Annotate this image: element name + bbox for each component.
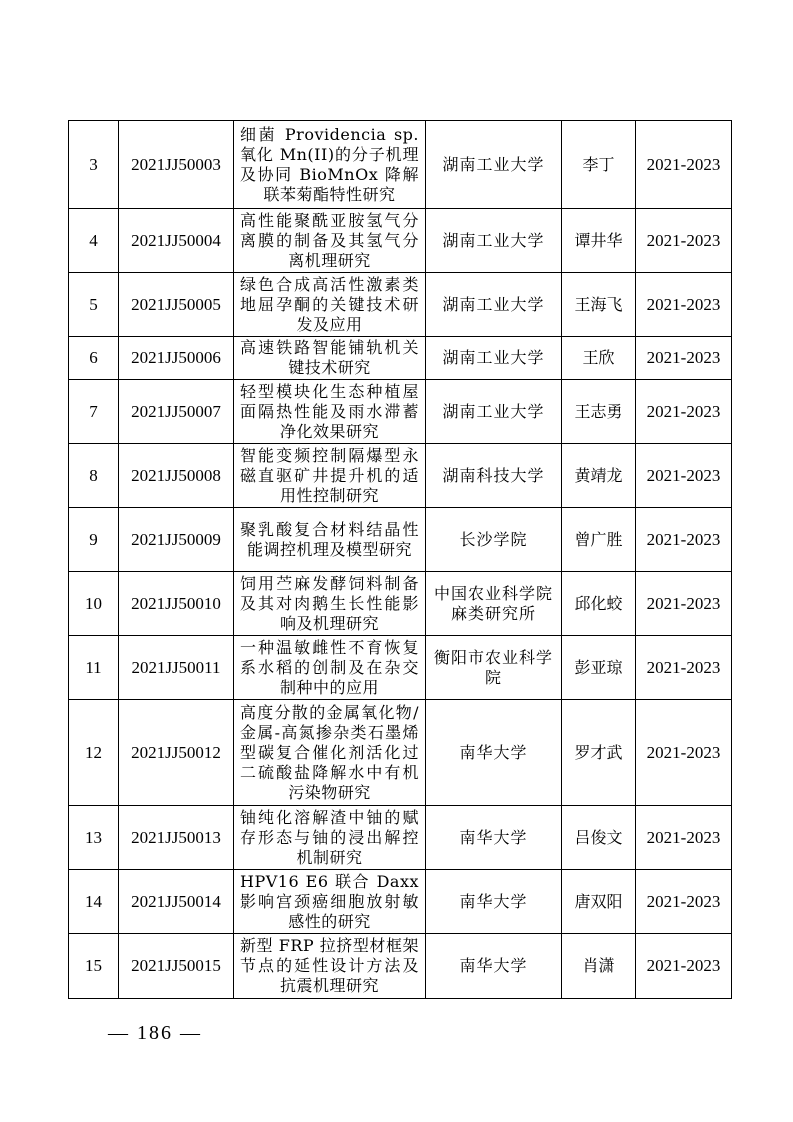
project-unit: 湖南工业大学 — [426, 121, 562, 209]
project-code: 2021JJ50007 — [119, 380, 234, 444]
project-title: 高性能聚酰亚胺氢气分离膜的制备及其氢气分离机理研究 — [234, 209, 426, 273]
table-row — [69, 700, 732, 806]
row-number: 15 — [69, 934, 119, 999]
project-table — [68, 120, 732, 999]
project-leader: 吕俊文 — [562, 806, 636, 870]
row-number: 6 — [69, 337, 119, 380]
project-code: 2021JJ50004 — [119, 209, 234, 273]
table-row — [69, 444, 732, 508]
table-row — [69, 121, 732, 209]
project-code: 2021JJ50011 — [119, 636, 234, 700]
project-title: 一种温敏雌性不育恢复系水稻的创制及在杂交制种中的应用 — [234, 636, 426, 700]
project-period: 2021-2023 — [636, 444, 732, 508]
row-number: 5 — [69, 273, 119, 337]
project-leader: 肖潇 — [562, 934, 636, 999]
table-row — [69, 870, 732, 934]
page-number: — 186 — — [108, 1022, 202, 1044]
project-period: 2021-2023 — [636, 870, 732, 934]
project-unit: 湖南科技大学 — [426, 444, 562, 508]
row-number: 3 — [69, 121, 119, 209]
project-title: HPV16 E6 联合 Daxx 影响宫颈癌细胞放射敏感性的研究 — [234, 870, 426, 934]
table-body — [69, 121, 732, 999]
row-number: 7 — [69, 380, 119, 444]
project-leader: 王志勇 — [562, 380, 636, 444]
table-row — [69, 380, 732, 444]
project-title: 高速铁路智能铺轨机关键技术研究 — [234, 337, 426, 380]
project-leader: 王欣 — [562, 337, 636, 380]
project-leader: 谭井华 — [562, 209, 636, 273]
project-leader: 罗才武 — [562, 700, 636, 806]
project-unit: 南华大学 — [426, 806, 562, 870]
table-row — [69, 806, 732, 870]
table-row — [69, 337, 732, 380]
project-unit: 湖南工业大学 — [426, 337, 562, 380]
project-unit: 南华大学 — [426, 934, 562, 999]
project-period: 2021-2023 — [636, 337, 732, 380]
project-unit: 南华大学 — [426, 700, 562, 806]
row-number: 12 — [69, 700, 119, 806]
project-period: 2021-2023 — [636, 806, 732, 870]
project-code: 2021JJ50005 — [119, 273, 234, 337]
project-period: 2021-2023 — [636, 934, 732, 999]
project-unit: 湖南工业大学 — [426, 380, 562, 444]
project-title: 轻型模块化生态种植屋面隔热性能及雨水滞蓄净化效果研究 — [234, 380, 426, 444]
project-unit: 中国农业科学院麻类研究所 — [426, 572, 562, 636]
project-code: 2021JJ50009 — [119, 508, 234, 572]
project-leader: 唐双阳 — [562, 870, 636, 934]
project-period: 2021-2023 — [636, 700, 732, 806]
project-period: 2021-2023 — [636, 273, 732, 337]
project-title: 饲用苎麻发酵饲料制备及其对肉鹅生长性能影响及机理研究 — [234, 572, 426, 636]
project-title: 高度分散的金属氧化物/金属-高氮掺杂类石墨烯型碳复合催化剂活化过二硫酸盐降解水中有机污染物研究 — [234, 700, 426, 806]
project-period: 2021-2023 — [636, 508, 732, 572]
project-unit: 湖南工业大学 — [426, 273, 562, 337]
row-number: 14 — [69, 870, 119, 934]
project-leader: 曾广胜 — [562, 508, 636, 572]
row-number: 9 — [69, 508, 119, 572]
project-leader: 王海飞 — [562, 273, 636, 337]
project-title: 细菌 Providencia sp.氧化 Mn(II)的分子机理及协同 BioMnOx 降解联苯菊酯特性研究 — [234, 121, 426, 209]
project-title: 绿色合成高活性激素类地屈孕酮的关键技术研发及应用 — [234, 273, 426, 337]
row-number: 4 — [69, 209, 119, 273]
row-number: 10 — [69, 572, 119, 636]
project-period: 2021-2023 — [636, 209, 732, 273]
project-code: 2021JJ50008 — [119, 444, 234, 508]
table-row — [69, 934, 732, 999]
project-unit: 南华大学 — [426, 870, 562, 934]
project-unit: 长沙学院 — [426, 508, 562, 572]
project-title: 聚乳酸复合材料结晶性能调控机理及模型研究 — [234, 508, 426, 572]
project-code: 2021JJ50014 — [119, 870, 234, 934]
project-title: 新型 FRP 拉挤型材框架节点的延性设计方法及抗震机理研究 — [234, 934, 426, 999]
row-number: 13 — [69, 806, 119, 870]
project-leader: 李丁 — [562, 121, 636, 209]
project-code: 2021JJ50003 — [119, 121, 234, 209]
project-leader: 彭亚琼 — [562, 636, 636, 700]
project-code: 2021JJ50010 — [119, 572, 234, 636]
project-period: 2021-2023 — [636, 121, 732, 209]
table-row — [69, 209, 732, 273]
project-code: 2021JJ50012 — [119, 700, 234, 806]
project-period: 2021-2023 — [636, 636, 732, 700]
project-unit: 湖南工业大学 — [426, 209, 562, 273]
table-row — [69, 273, 732, 337]
project-code: 2021JJ50006 — [119, 337, 234, 380]
project-leader: 黄靖龙 — [562, 444, 636, 508]
table-row — [69, 508, 732, 572]
project-code: 2021JJ50015 — [119, 934, 234, 999]
project-period: 2021-2023 — [636, 572, 732, 636]
project-period: 2021-2023 — [636, 380, 732, 444]
project-code: 2021JJ50013 — [119, 806, 234, 870]
table-row — [69, 636, 732, 700]
row-number: 8 — [69, 444, 119, 508]
row-number: 11 — [69, 636, 119, 700]
project-title: 铀纯化溶解渣中铀的赋存形态与铀的浸出解控机制研究 — [234, 806, 426, 870]
project-leader: 邱化蛟 — [562, 572, 636, 636]
table-row — [69, 572, 732, 636]
project-unit: 衡阳市农业科学院 — [426, 636, 562, 700]
project-title: 智能变频控制隔爆型永磁直驱矿井提升机的适用性控制研究 — [234, 444, 426, 508]
